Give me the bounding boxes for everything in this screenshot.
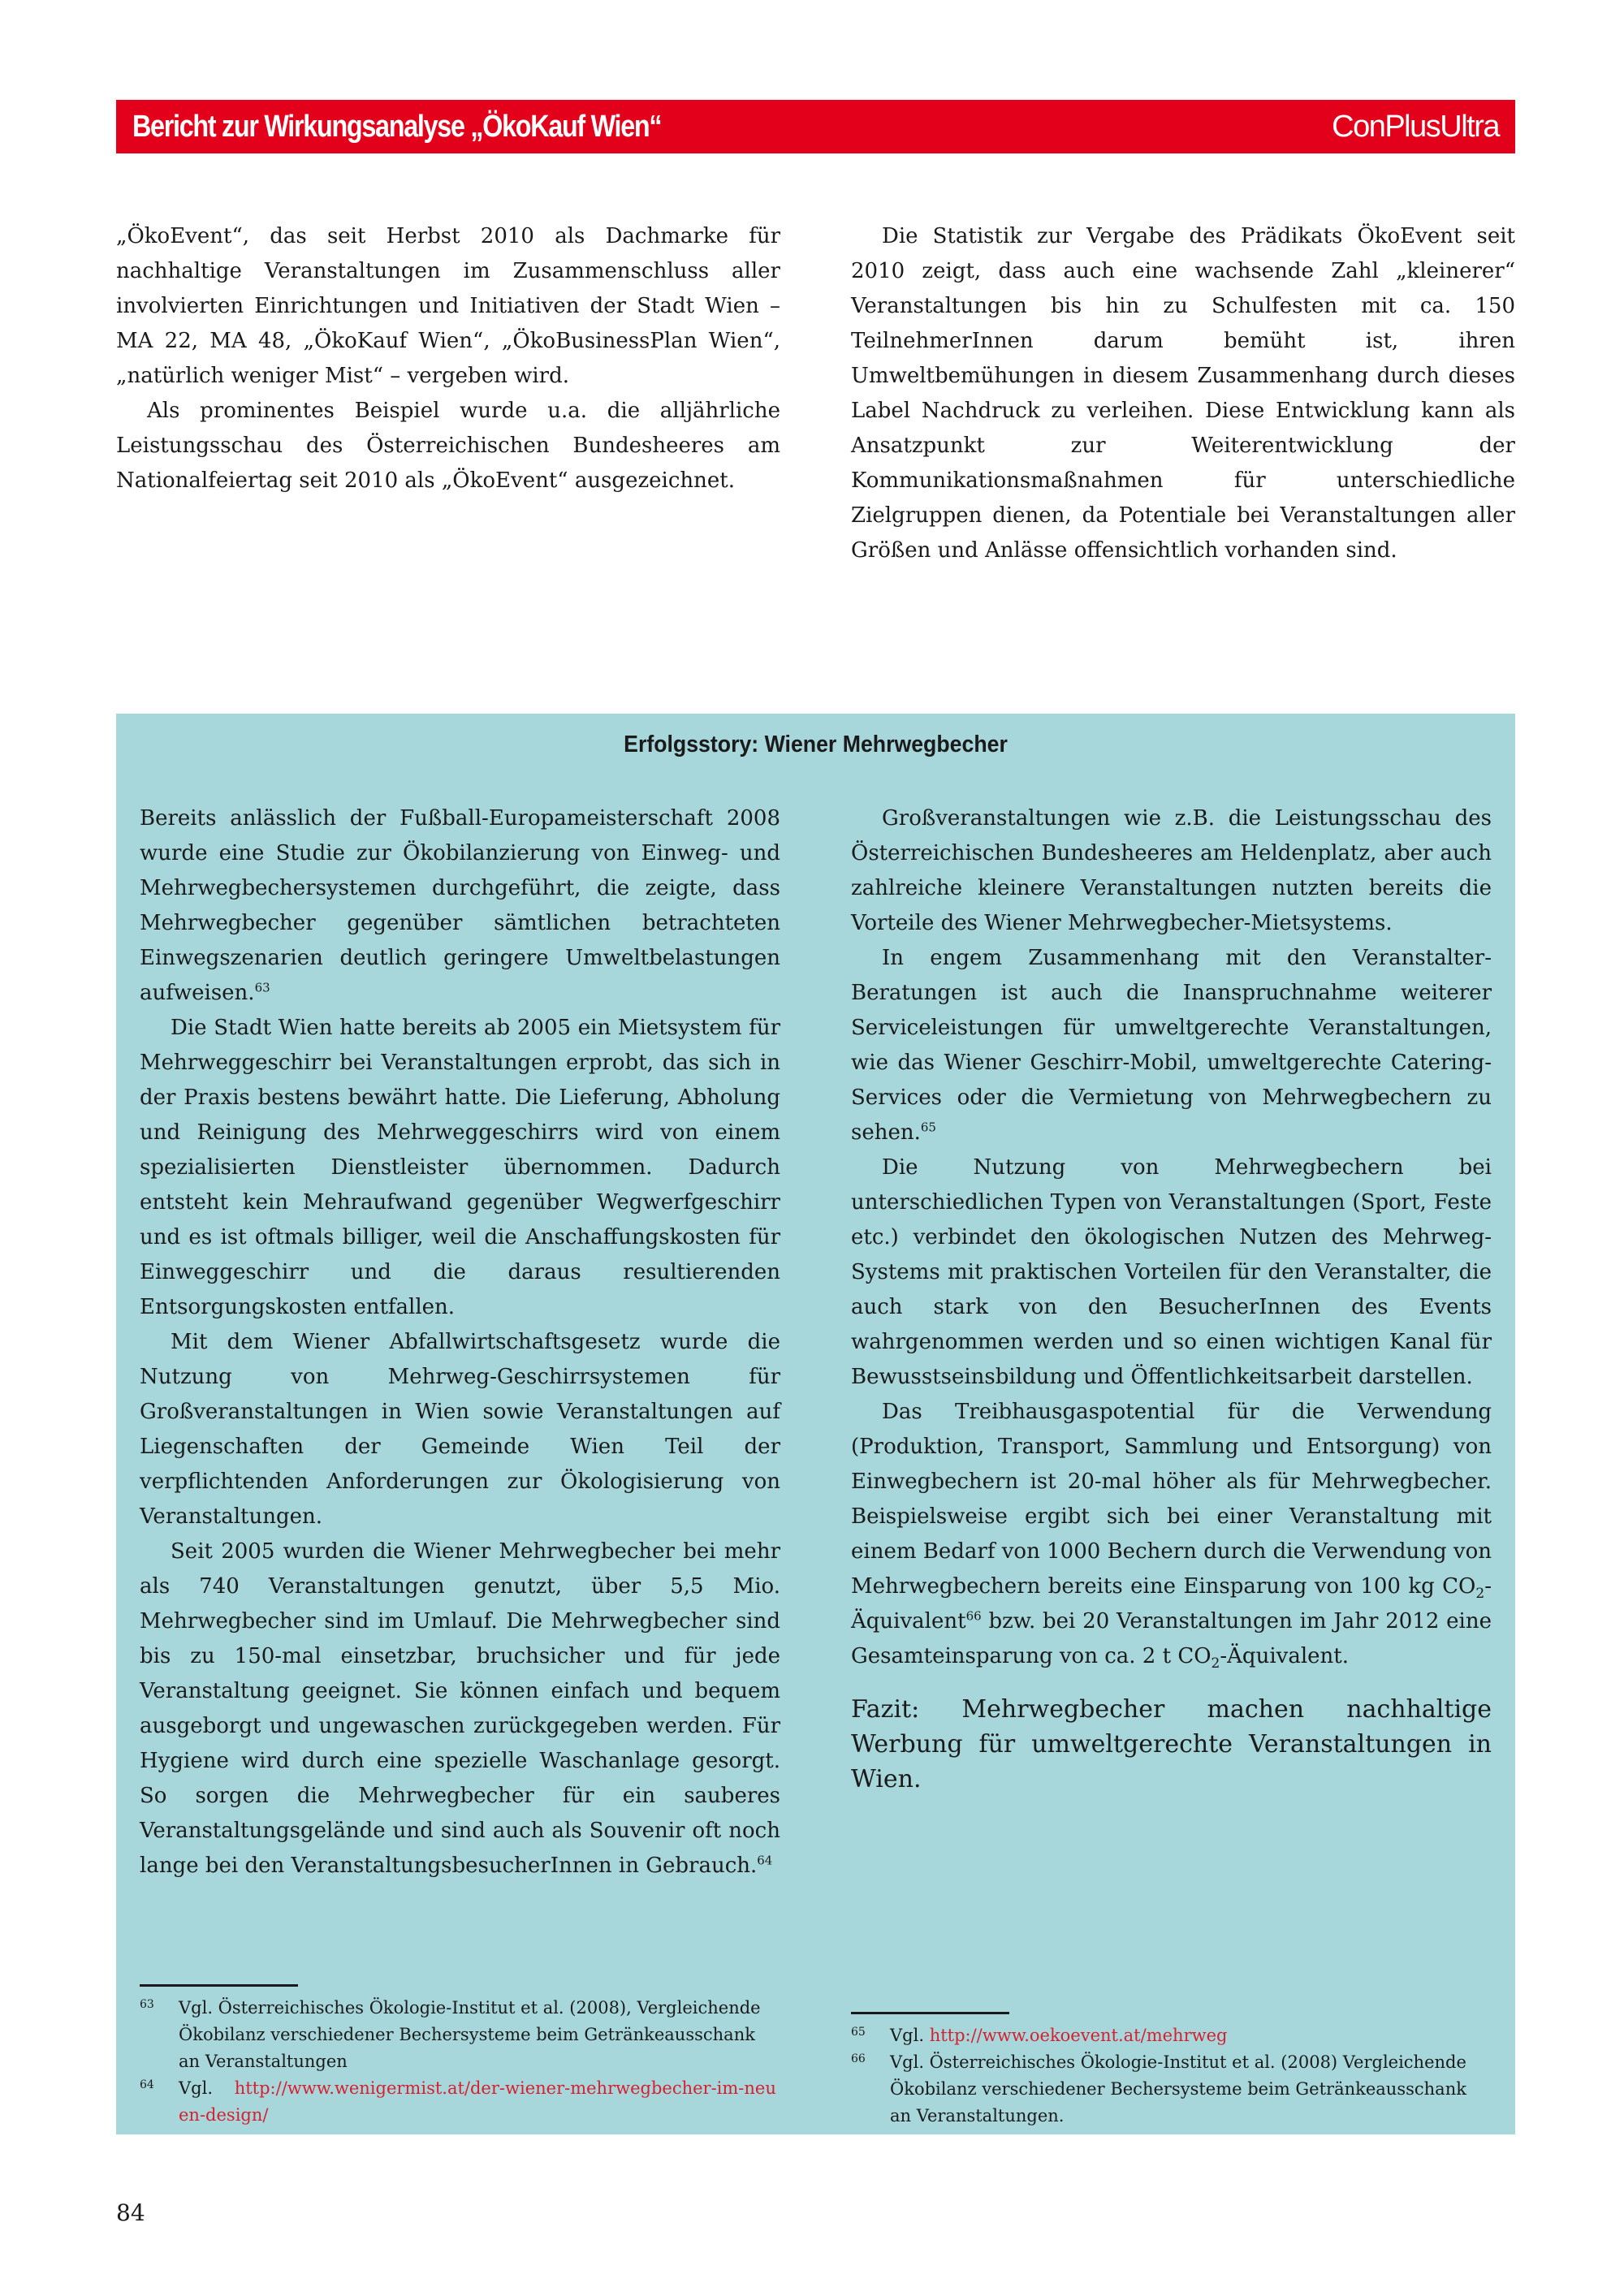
paragraph: Das Treibhausgaspotential für die Verwendung (Produktion, Transport, Sammlung und Entsorgung) von Einwegbechern ist 20-mal höher als für Mehrwegbecher. Beispielsweise ergibt sich bei einer Veranstaltung mit einem Bedarf von 1000 Bechern durch die Verwendung von Mehrwegbechern bereits eine Einsparung von 100 kg $CO_2-Äquivalent^{66}$ bzw. bei 20 Veranstaltungen im Jahr 2012 eine Gesamteinsparung von ca. 2 t $CO_2$-Äquivalent.: [851, 1400, 1492, 1672]
footnote: 66 Vgl. Österreichisches Ökologie-Institut et al. (2008) Vergleichende Ökobilanz verschiedener Bechersysteme beim Getränkeausschank an Veranstaltungen.: [851, 2052, 1466, 2126]
footnote-ref[interactable]: 65: [920, 1120, 936, 1135]
footnotes-left: [140, 1995, 780, 2129]
page-number: 84: [116, 2199, 145, 2226]
paragraph: Großveranstaltungen wie z.B. die Leistungsschau des Österreichischen Bundesheeres am Heldenplatz, aber auch zahlreiche kleinere Veranstaltungen nutzten bereits die Vorteile des Wiener Mehrwegbecher-Mietsystems.: [851, 806, 1492, 935]
brand-name: ConPlusUltra: [1332, 110, 1499, 144]
paragraph: „ÖkoEvent“, das seit Herbst 2010 als Dachmarke für nachhaltige Veranstaltungen im Zusammenschluss aller involvierten Einrichtungen und Initiativen der Stadt Wien – MA 22, MA 48, „ÖkoKauf Wien“, „ÖkoBusinessPlan Wien“, „natürlich weniger Mist“ – vergeben wird.: [116, 224, 780, 388]
footnote-divider: [851, 2012, 1009, 2014]
intro-right-column: [851, 219, 1515, 568]
report-title: Bericht zur Wirkungsanalyse „ÖkoKauf Wien“: [132, 110, 662, 144]
paragraph: Als prominentes Beispiel wurde u.a. die alljährliche Leistungsschau des Österreichischen Bundesheeres am Nationalfeiertag seit 2010 als „ÖkoEvent“ ausgezeichnet.: [116, 399, 780, 493]
success-story-box: [116, 714, 1515, 2134]
paragraph: Bereits anlässlich der Fußball-Europameisterschaft 2008 wurde eine Studie zur Ökobilanzierung von Einweg- und Mehrwegbechersystemen durchgeführt, die zeigte, dass Mehrwegbecher gegenüber sämtlichen betrachteten Einwegszenarien deutlich geringere Umweltbelastungen aufweisen.$^{63}$: [140, 806, 780, 1005]
footnote-ref[interactable]: 66: [965, 1608, 982, 1624]
footnote-ref[interactable]: 64: [757, 1853, 773, 1868]
box-left-column: [140, 801, 780, 1884]
footnotes-right: [851, 2022, 1492, 2130]
paragraph: Mit dem Wiener Abfallwirtschaftsgesetz wurde die Nutzung von Mehrweg-Geschirrsystemen für Großveranstaltungen in Wien sowie Veranstaltungen auf Liegenschaften der Gemeinde Wien Teil der verpflichtenden Anforderungen zur Ökologisierung von Veranstaltungen.: [140, 1330, 780, 1529]
box-title: Erfolgsstory: Wiener Mehrwegbecher: [624, 732, 1008, 757]
footnote-divider: [140, 1984, 298, 1987]
conclusion: Fazit: Mehrwegbecher machen nachhaltige Werbung für umweltgerechte Veranstaltungen in Wien.: [851, 1695, 1492, 1793]
paragraph: Die Statistik zur Vergabe des Prädikats ÖkoEvent seit 2010 zeigt, dass auch eine wachsende Zahl „kleinerer“ Veranstaltungen bis hin zu Schulfesten mit ca. 150 TeilnehmerInnen darum bemüht ist, ihren Umweltbemühungen in diesem Zusammenhang durch dieses Label Nachdruck zu verleihen. Diese Entwicklung kann als Ansatzpunkt zur Weiterentwicklung der Kommunikationsmaßnahmen für unterschiedliche Zielgruppen dienen, da Potentiale bei Veranstaltungen aller Größen und Anlässe offensichtlich vorhanden sind.: [851, 224, 1515, 563]
paragraph: Die Stadt Wien hatte bereits ab 2005 ein Mietsystem für Mehrweggeschirr bei Veranstaltungen erprobt, das sich in der Praxis bestens bewährt hatte. Die Lieferung, Abholung und Reinigung des Mehrweggeschirrs wird von einem spezialisierten Dienstleister übernommen. Dadurch entsteht kein Mehraufwand gegenüber Wegwerfgeschirr und es ist oftmals billiger, weil die Anschaffungskosten für Einweggeschirr und die daraus resultierenden Entsorgungskosten entfallen.: [140, 1016, 780, 1319]
footnote-ref[interactable]: 63: [254, 980, 270, 995]
paragraph: Die Nutzung von Mehrwegbechern bei unterschiedlichen Typen von Veranstaltungen (Sport, Feste etc.) verbindet den ökologischen Nutzen des Mehrweg-Systems mit praktischen Vorteilen für den Veranstalter, die auch stark von den BesucherInnen des Events wahrgenommen werden und so einen wichtigen Kanal für Bewusstseinsbildung und Öffentlichkeitsarbeit darstellen.: [851, 1155, 1492, 1389]
intro-left-column: [116, 219, 780, 498]
page-header: [116, 100, 1515, 153]
footnote: 65 Vgl. http://www.oekoevent.at/mehrweg: [851, 2026, 1228, 2045]
paragraph: Seit 2005 wurden die Wiener Mehrwegbecher bei mehr als 740 Veranstaltungen genutzt, über 5,5 Mio. Mehrwegbecher sind im Umlauf. Die Mehrwegbecher sind bis zu 150-mal einsetzbar, bruchsicher und für jede Veranstaltung geeignet. Sie können einfach und bequem ausgeborgt und ungewaschen zurückgegeben werden. Für Hygiene wird durch eine spezielle Waschanlage gesorgt. So sorgen die Mehrwegbecher für ein sauberes Veranstaltungsgelände und sind auch als Souvenir oft noch lange bei den VeranstaltungsbesucherInnen in Gebrauch.$^{64}$: [140, 1539, 780, 1878]
footnote: 63 Vgl. Österreichisches Ökologie-Institut et al. (2008), Vergleichende Ökobilanz verschiedener Bechersysteme beim Getränkeausschank an Veranstaltungen: [140, 1998, 761, 2071]
paragraph: In engem Zusammenhang mit den Veranstalter-Beratungen ist auch die Inanspruchnahme weiterer Serviceleistungen für umweltgerechte Veranstaltungen, wie das Wiener Geschirr-Mobil, umweltgerechte Catering-Services oder die Vermietung von Mehrwegbechern zu sehen.$^{65}$: [851, 946, 1492, 1145]
footnote: 64 Vgl. http://www.wenigermist.at/der-wiener-mehrwegbecher-im-neuen-design/: [140, 2078, 776, 2125]
box-right-column: [851, 801, 1492, 1797]
footnote-link[interactable]: http://www.oekoevent.at/mehrweg: [929, 2026, 1228, 2045]
footnote-link[interactable]: http://www.wenigermist.at/der-wiener-mehrwegbecher-im-neuen-design/: [179, 2078, 776, 2125]
